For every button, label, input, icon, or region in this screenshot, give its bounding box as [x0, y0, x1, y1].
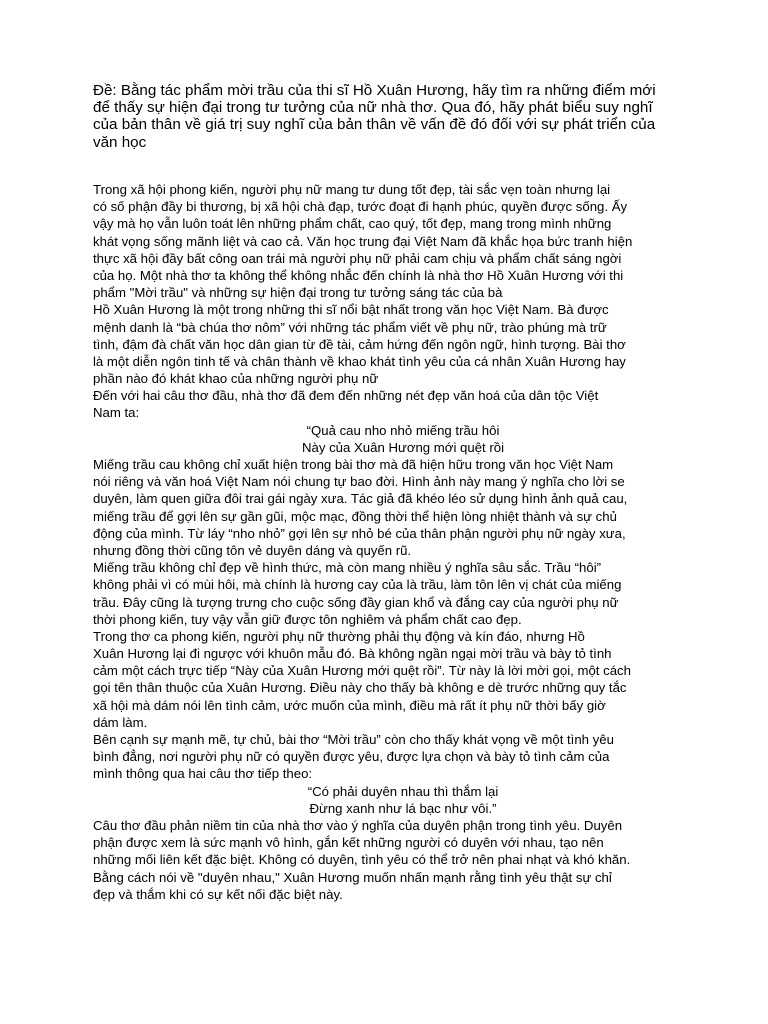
text-line: của họ. Một nhà thơ ta không thể không nhắc đến chính là nhà thơ Hồ Xuân Hương với thi — [93, 267, 624, 283]
text-line: Miếng trầu cau không chỉ xuất hiện trong bài thơ mà đã hiện hữu trong văn học Việt Nam — [93, 457, 614, 472]
text-line: Bên cạnh sự mạnh mẽ, tự chủ, bài thơ “Mời trầu” còn cho thấy khát vọng về một tình yêu — [93, 732, 614, 747]
essay-prompt — [93, 80, 713, 149]
text-line: dám làm. — [93, 714, 148, 730]
text-line: phận được xem là sức mạnh vô hình, gắn kết những người có duyên với nhau, tạo nên — [93, 835, 604, 851]
text-line: mệnh danh là “bà chúa thơ nôm” với những tác phẩm viết về phụ nữ, trào phúng mà trữ — [93, 319, 607, 335]
prompt-line: để thấy sự hiện đại trong tư tưởng của nữ nhà thơ. Qua đó, hãy phát biểu suy nghĩ — [93, 99, 653, 117]
text-line: Câu thơ đầu phản niềm tin của nhà thơ vào ý nghĩa của duyên phận trong tình yêu. Duyên — [93, 817, 623, 833]
text-line: Trong xã hội phong kiến, người phụ nữ mang tư dung tốt đẹp, tài sắc vẹn toàn nhưng lại — [93, 182, 611, 197]
text-line: những mối liên kết đặc biệt. Không có duyên, tình yêu có thể trở nên phai nhạt và khó khăn. — [93, 852, 631, 868]
text-line: gọi tên thân thuộc của Xuân Hương. Điều này cho thấy bà không e dè trước những quy tắc — [93, 680, 627, 696]
text-line: Xuân Hương lại đi ngược với khuôn mẫu đó. Bà không ngần ngại mời trầu và bày tỏ tình — [93, 646, 612, 662]
text-line: duyên, làm quen giữa đôi trai gái ngày xưa. Tác giả đã khéo léo sử dụng hình ảnh quả cau, — [93, 491, 628, 507]
text-line: xã hội mà dám nói lên tình cảm, ước muốn của mình, điều mà rất ít phụ nữ thời bấy giờ — [93, 697, 606, 713]
text-line: Trong thơ ca phong kiến, người phụ nữ thường phải thụ động và kín đáo, nhưng Hồ — [93, 628, 585, 644]
text-line: nói riêng và văn hoá Việt Nam nói chung tự bao đời. Hình ảnh này mang ý nghĩa cho lời se — [93, 474, 625, 490]
text-line: khát vọng sống mãnh liệt và cao cả. Văn học trung đại Việt Nam đã khắc họa bức tranh hiện — [93, 233, 633, 249]
text-line: động của mình. Từ láy “nho nhỏ” gợi lên sự nhỏ bé của thân phận người phụ nữ ngày xưa, — [93, 525, 626, 541]
prompt-line: văn học — [93, 133, 147, 151]
text-line: không phải vì có mùi hôi, mà chính là hương cay của là trầu, làm tôn lên vị chát của miếng — [93, 577, 622, 593]
poem-line: “Quả cau nho nhỏ miếng trầu hôi — [306, 422, 500, 438]
text-line: đẹp và thắm khi có sự kết nối đặc biệt này. — [93, 886, 343, 902]
text-line: nhưng đồng thời cũng tôn vẻ duyên dáng và quyến rũ. — [93, 542, 412, 558]
poem-line: Đừng xanh như lá bạc như vôi.” — [309, 800, 497, 816]
text-line: trầu. Đây cũng là tượng trưng cho cuộc sống đầy gian khổ và đắng cay của người phụ nữ — [93, 594, 619, 610]
text-line: có số phận đầy bi thương, bị xã hội chà đạp, tước đoạt đi hạnh phúc, quyền được sống. Ấy — [93, 199, 628, 215]
text-line: phần nào đó khát khao của những người phụ nữ — [93, 371, 379, 387]
text-line: vậy mà họ vẫn luôn toát lên những phẩm chất, cao quý, tốt đẹp, mang trong mình những — [93, 216, 612, 232]
text-line: miếng trầu để gợi lên sự gần gũi, mộc mạc, đồng thời thể hiện lòng nhiệt thành và sự chủ — [93, 508, 617, 524]
essay-body — [93, 181, 713, 903]
text-line: thực xã hội đầy bất công oan trái mà người phụ nữ phải cam chịu và phẩm chất sáng ngời — [93, 250, 622, 266]
text-line: Nam ta: — [93, 405, 140, 421]
text-line: là một diễn ngôn tinh tế và chân thành về khao khát tình yêu của cá nhân Xuân Hương hay — [93, 353, 626, 369]
text-line: Đến với hai câu thơ đầu, nhà thơ đã đem đến những nét đẹp văn hoá của dân tộc Việt — [93, 388, 599, 404]
text-line: Hồ Xuân Hương là một trong những thi sĩ nổi bật nhất trong văn học Việt Nam. Bà được — [93, 302, 609, 318]
text-line: mình thông qua hai câu thơ tiếp theo: — [93, 766, 313, 782]
poem-line: “Có phải duyên nhau thì thắm lại — [307, 783, 499, 799]
text-line: thời phong kiến, tuy vậy vẫn giữ được tôn nghiêm và phẩm chất cao đẹp. — [93, 611, 522, 627]
prompt-line: của bản thân về giá trị suy nghĩ của bản thân về vấn đề đó đối với sự phát triển của — [93, 116, 656, 134]
poem-line: Này của Xuân Hương mới quệt rồi — [301, 439, 505, 455]
text-line: cảm một cách trực tiếp “Này của Xuân Hương mới quệt rồi”. Từ này là lời mời gọi, một cách — [93, 663, 631, 679]
text-line: bình đẳng, nơi người phụ nữ có quyền được yêu, được lựa chọn và bày tỏ tình cảm của — [93, 749, 610, 765]
text-line: Bằng cách nói về "duyên nhau," Xuân Hương muốn nhấn mạnh rằng tình yêu thật sự chỉ — [93, 869, 612, 885]
text-line: Miếng trầu không chỉ đẹp về hình thức, mà còn mang nhiều ý nghĩa sâu sắc. Trầu “hôi” — [93, 560, 602, 576]
text-line: tình, đậm đà chất văn học dân gian từ đề tài, cảm hứng đến ngôn ngữ, hình tượng. Bài thơ — [93, 336, 626, 352]
text-line: phẩm "Mời trầu" và những sự hiện đại trong tư tưởng sáng tác của bà — [93, 285, 503, 301]
prompt-line: Đề: Bằng tác phẩm mời trầu của thi sĩ Hồ Xuân Hương, hãy tìm ra những điểm mới — [93, 82, 656, 99]
